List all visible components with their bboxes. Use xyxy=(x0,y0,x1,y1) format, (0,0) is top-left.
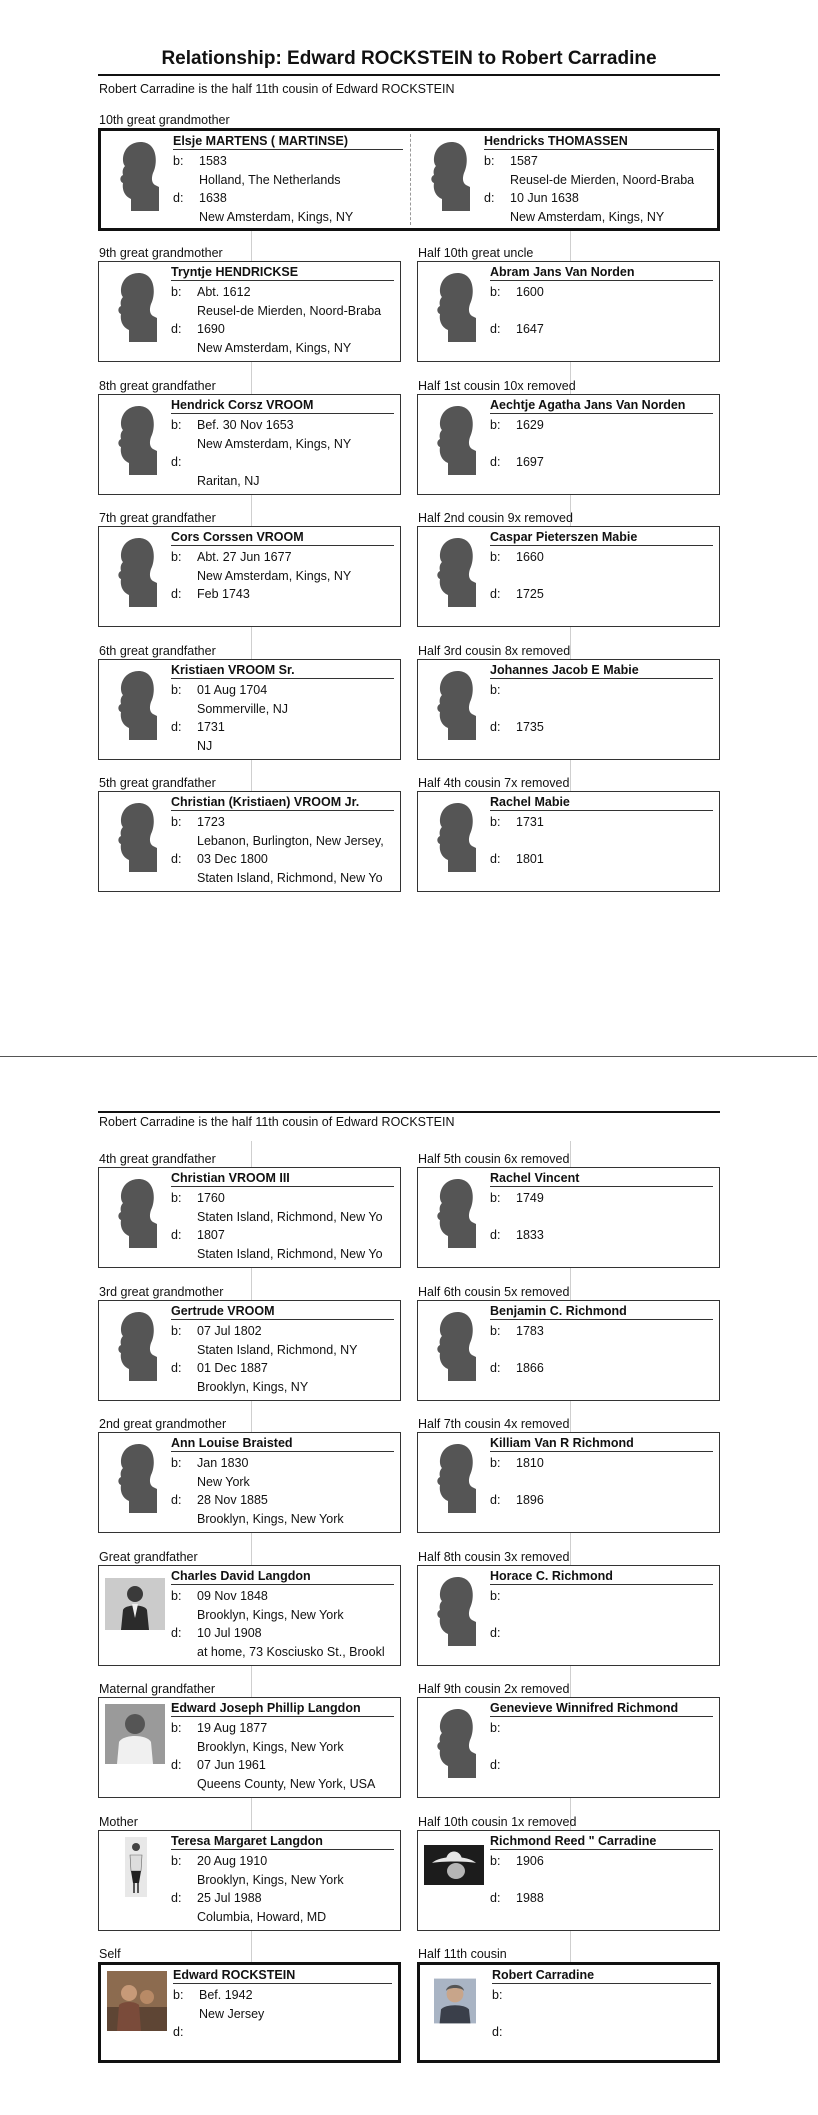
born-date: 1906 xyxy=(516,1853,544,1868)
person-name: Killiam Van R Richmond xyxy=(490,1436,713,1452)
died-place: Raritan, NJ xyxy=(197,473,260,488)
silhouette-icon xyxy=(436,800,476,872)
died-place: NJ xyxy=(197,738,213,753)
born-label: b: xyxy=(171,682,182,697)
born-date: 1660 xyxy=(516,550,544,564)
silhouette-icon xyxy=(117,668,157,740)
person-name: Johannes Jacob E Mabie xyxy=(490,663,713,679)
silhouette-icon xyxy=(436,403,476,475)
died-date: 07 Jun 1961 xyxy=(197,1758,266,1772)
died-date: Feb 1743 xyxy=(197,587,250,601)
person-box[interactable] xyxy=(417,1830,720,1931)
born-label: b: xyxy=(173,1988,184,2002)
person-box[interactable] xyxy=(417,394,720,495)
born-label: b: xyxy=(490,550,501,564)
relationship-label: Half 3rd cousin 8x removed xyxy=(418,643,571,658)
born-place: Lebanon, Burlington, New Jersey, xyxy=(197,834,384,848)
relationship-label: 7th great grandfather xyxy=(99,511,216,525)
person-box-left[interactable] xyxy=(101,131,409,228)
person-box[interactable] xyxy=(98,1167,401,1268)
born-place: New Amsterdam, Kings, NY xyxy=(197,436,352,451)
silhouette-icon xyxy=(436,535,476,607)
chart-title: Relationship: Edward ROCKSTEIN to Robert Carradine xyxy=(161,48,657,69)
born-date: 09 Nov 1848 xyxy=(197,1588,268,1603)
died-date: 1896 xyxy=(516,1493,544,1507)
born-date: 20 Aug 1910 xyxy=(197,1853,268,1868)
person-name: Hendricks THOMASSEN xyxy=(484,134,714,150)
died-date: 03 Dec 1800 xyxy=(197,852,268,866)
born-date: Bef. 30 Nov 1653 xyxy=(197,417,294,432)
died-place: New Amsterdam, Kings, NY xyxy=(199,210,354,224)
person-name: Horace C. Richmond xyxy=(490,1569,713,1585)
relationship-label: Half 5th cousin 6x removed xyxy=(418,1152,570,1166)
person-box[interactable] xyxy=(98,791,401,892)
relationship-label: 8th great grandfather xyxy=(99,378,216,393)
person-box[interactable] xyxy=(417,791,720,892)
died-label: d: xyxy=(490,719,501,734)
person-name: Ann Louise Braisted xyxy=(171,1436,394,1452)
born-date: 1629 xyxy=(516,417,544,432)
died-label: d: xyxy=(173,191,184,205)
person-name: Kristiaen VROOM Sr. xyxy=(171,663,394,679)
died-place: Queens County, New York, USA xyxy=(197,1777,376,1791)
person-box[interactable] xyxy=(417,659,720,760)
born-label: b: xyxy=(490,285,501,299)
born-date: 1587 xyxy=(510,154,538,168)
born-date: 01 Aug 1704 xyxy=(197,682,268,697)
born-label: b: xyxy=(171,1456,182,1470)
silhouette-icon xyxy=(430,139,470,211)
died-label: d: xyxy=(171,852,182,866)
person-name: Elsje MARTENS ( MARTINSE) xyxy=(173,134,403,150)
born-date: 1731 xyxy=(516,815,544,829)
born-label: b: xyxy=(492,1988,503,2002)
person-name: Rachel Mabie xyxy=(490,795,713,811)
born-place: Holland, The Netherlands xyxy=(199,173,341,187)
silhouette-icon xyxy=(436,1574,476,1646)
born-date: 1810 xyxy=(516,1456,544,1470)
relationship-label: Half 10th great uncle xyxy=(418,246,534,260)
died-label: d: xyxy=(173,2025,184,2039)
relationship-summary: Robert Carradine is the half 11th cousin of Edward ROCKSTEIN xyxy=(99,82,455,96)
silhouette-icon xyxy=(436,270,476,342)
relationship-label: Half 4th cousin 7x removed xyxy=(418,776,570,790)
portrait-photo-icon xyxy=(107,1971,167,2031)
born-place: Sommerville, NJ xyxy=(197,701,288,716)
born-date: Abt. 27 Jun 1677 xyxy=(197,550,292,564)
died-place: Staten Island, Richmond, New Yo xyxy=(197,1247,383,1261)
silhouette-icon xyxy=(117,800,157,872)
relationship-summary: Robert Carradine is the half 11th cousin of Edward ROCKSTEIN xyxy=(99,1115,455,1129)
relationship-label: Half 10th cousin 1x removed xyxy=(418,1814,577,1829)
died-date: 1690 xyxy=(197,322,225,336)
relationship-label: 4th great grandfather xyxy=(99,1152,216,1166)
relationship-label: Self xyxy=(99,1947,121,1961)
died-place: Brooklyn, Kings, NY xyxy=(197,1379,309,1394)
died-place: at home, 73 Kosciusko St., Brookl xyxy=(197,1644,385,1659)
person-box[interactable] xyxy=(98,526,401,627)
portrait-photo-icon xyxy=(434,1971,476,2031)
born-label: b: xyxy=(171,1323,182,1338)
born-label: b: xyxy=(490,815,501,829)
portrait-photo-icon xyxy=(424,1845,484,1885)
silhouette-icon xyxy=(436,1706,476,1778)
born-date: 1760 xyxy=(197,1191,225,1205)
born-place: New Amsterdam, Kings, NY xyxy=(197,569,352,583)
born-label: b: xyxy=(171,550,182,564)
relationship-label: Half 8th cousin 3x removed xyxy=(418,1549,570,1564)
born-date: Abt. 1612 xyxy=(197,285,251,299)
relationship-label: Half 7th cousin 4x removed xyxy=(418,1417,570,1431)
died-label: d: xyxy=(490,1360,501,1375)
died-label: d: xyxy=(490,322,501,336)
born-date: Bef. 1942 xyxy=(199,1988,253,2002)
died-date: 1731 xyxy=(197,719,225,734)
relationship-label: Great grandfather xyxy=(99,1549,198,1564)
died-label: d: xyxy=(171,587,182,601)
person-box[interactable] xyxy=(417,526,720,627)
person-box[interactable] xyxy=(417,1962,720,2063)
person-name: Robert Carradine xyxy=(492,1968,711,1984)
person-name: Charles David Langdon xyxy=(171,1569,394,1585)
person-name: Caspar Pieterszen Mabie xyxy=(490,530,713,546)
portrait-photo-icon xyxy=(105,1578,165,1630)
born-place: New York xyxy=(197,1475,250,1489)
born-place: Brooklyn, Kings, New York xyxy=(197,1607,344,1622)
died-label: d: xyxy=(490,1493,501,1507)
person-box[interactable] xyxy=(98,261,401,362)
relationship-label: Half 1st cousin 10x removed xyxy=(418,378,576,393)
portrait-photo-icon xyxy=(105,1837,165,1897)
person-name: Cors Corssen VROOM xyxy=(171,530,394,546)
person-name: Edward Joseph Phillip Langdon xyxy=(171,1701,394,1717)
died-date: 1735 xyxy=(516,719,544,734)
died-label: d: xyxy=(171,719,182,734)
person-box[interactable] xyxy=(98,394,401,495)
silhouette-icon xyxy=(436,1441,476,1513)
silhouette-icon xyxy=(117,1176,157,1248)
died-date: 1807 xyxy=(197,1228,225,1242)
person-box[interactable] xyxy=(98,1300,401,1401)
died-date: 10 Jun 1638 xyxy=(510,191,579,205)
died-label: d: xyxy=(490,587,501,601)
born-date: 1783 xyxy=(516,1323,544,1338)
silhouette-icon xyxy=(119,139,159,211)
person-box[interactable] xyxy=(98,1432,401,1533)
silhouette-icon xyxy=(436,1309,476,1381)
person-box[interactable] xyxy=(98,659,401,760)
born-label: b: xyxy=(490,417,501,432)
died-label: d: xyxy=(490,1758,501,1772)
relationship-label: Half 11th cousin xyxy=(418,1947,507,1961)
person-box[interactable] xyxy=(98,1962,401,2063)
born-label: b: xyxy=(171,285,182,299)
born-label: b: xyxy=(484,154,495,168)
header-rule xyxy=(98,1111,720,1113)
silhouette-icon xyxy=(436,668,476,740)
relationship-label: Half 2nd cousin 9x removed xyxy=(418,511,573,525)
born-place: Staten Island, Richmond, NY xyxy=(197,1342,358,1357)
died-date: 1833 xyxy=(516,1228,544,1242)
relationship-label: 3rd great grandmother xyxy=(99,1284,224,1299)
died-date: 25 Jul 1988 xyxy=(197,1890,262,1905)
silhouette-icon xyxy=(436,1176,476,1248)
person-box[interactable] xyxy=(98,1565,401,1666)
silhouette-icon xyxy=(117,1309,157,1381)
born-label: b: xyxy=(490,1588,501,1603)
died-place: New Amsterdam, Kings, NY xyxy=(510,210,665,224)
died-label: d: xyxy=(492,2025,503,2039)
born-date: Jan 1830 xyxy=(197,1456,249,1470)
person-box[interactable] xyxy=(417,1167,720,1268)
born-label: b: xyxy=(171,417,182,432)
died-date: 1725 xyxy=(516,587,544,601)
died-date: 1638 xyxy=(199,191,227,205)
born-label: b: xyxy=(490,1323,501,1338)
person-box[interactable] xyxy=(417,1300,720,1401)
died-label: d: xyxy=(490,1625,501,1640)
born-place: New Jersey xyxy=(199,2007,265,2021)
person-box[interactable] xyxy=(98,1697,401,1798)
died-date: 1988 xyxy=(516,1890,544,1905)
born-place: Staten Island, Richmond, New Yo xyxy=(197,1210,383,1224)
person-name: Teresa Margaret Langdon xyxy=(171,1834,394,1850)
born-label: b: xyxy=(171,1853,182,1868)
died-place: Columbia, Howard, MD xyxy=(197,1909,327,1924)
born-label: b: xyxy=(490,1191,501,1205)
person-box[interactable] xyxy=(417,1697,720,1798)
couple-label: 10th great grandmother xyxy=(99,113,230,127)
born-place: Brooklyn, Kings, New York xyxy=(197,1872,344,1887)
born-date: 1600 xyxy=(516,285,544,299)
died-label: d: xyxy=(171,322,182,336)
silhouette-icon xyxy=(117,535,157,607)
died-date: 01 Dec 1887 xyxy=(197,1360,268,1375)
person-name: Tryntje HENDRICKSE xyxy=(171,265,394,281)
died-label: d: xyxy=(490,1890,501,1905)
died-label: d: xyxy=(171,1493,182,1507)
died-label: d: xyxy=(490,1228,501,1242)
born-label: b: xyxy=(490,1853,501,1868)
page-1 xyxy=(0,0,817,1056)
died-label: d: xyxy=(171,454,182,469)
title-rule xyxy=(98,74,720,76)
portrait-photo-icon xyxy=(105,1704,165,1764)
died-label: d: xyxy=(171,1890,182,1905)
died-date: 1866 xyxy=(516,1360,544,1375)
relationship-label: Mother xyxy=(99,1814,138,1829)
born-date: 1583 xyxy=(199,154,227,168)
died-date: 10 Jul 1908 xyxy=(197,1625,262,1640)
died-label: d: xyxy=(171,1758,182,1772)
person-name: Christian (Kristiaen) VROOM Jr. xyxy=(171,795,394,811)
person-name: Hendrick Corsz VROOM xyxy=(171,398,394,414)
relationship-label: Half 9th cousin 2x removed xyxy=(418,1682,570,1696)
born-date: 07 Jul 1802 xyxy=(197,1323,262,1338)
died-label: d: xyxy=(171,1625,182,1640)
person-name: Abram Jans Van Norden xyxy=(490,265,713,281)
person-box[interactable] xyxy=(98,1830,401,1931)
relationship-label: 5th great grandfather xyxy=(99,776,216,790)
person-box-right[interactable] xyxy=(412,131,720,228)
born-place: Brooklyn, Kings, New York xyxy=(197,1740,344,1754)
person-name: Aechtje Agatha Jans Van Norden xyxy=(490,398,713,414)
died-date: 1801 xyxy=(516,852,544,866)
born-date: 1723 xyxy=(197,815,225,829)
born-place: Reusel-de Mierden, Noord-Braba xyxy=(197,304,382,318)
died-label: d: xyxy=(171,1360,182,1375)
born-date: 1749 xyxy=(516,1191,544,1205)
silhouette-icon xyxy=(117,270,157,342)
born-label: b: xyxy=(490,1721,501,1735)
couple-divider xyxy=(410,134,411,225)
died-label: d: xyxy=(490,454,501,469)
person-box[interactable] xyxy=(417,1432,720,1533)
couple-box[interactable] xyxy=(98,128,720,231)
born-label: b: xyxy=(171,1721,182,1735)
born-label: b: xyxy=(171,1588,182,1603)
person-box[interactable] xyxy=(417,261,720,362)
died-label: d: xyxy=(171,1228,182,1242)
silhouette-icon xyxy=(117,1441,157,1513)
person-name: Gertrude VROOM xyxy=(171,1304,394,1320)
born-date: 19 Aug 1877 xyxy=(197,1721,268,1735)
relationship-label: Maternal grandfather xyxy=(99,1682,216,1696)
person-name: Genevieve Winnifred Richmond xyxy=(490,1701,713,1717)
born-label: b: xyxy=(171,1191,182,1205)
died-place: Staten Island, Richmond, New Yo xyxy=(197,871,383,885)
person-box[interactable] xyxy=(417,1565,720,1666)
died-label: d: xyxy=(490,852,501,866)
born-label: b: xyxy=(171,815,182,829)
born-label: b: xyxy=(490,682,501,697)
person-name: Rachel Vincent xyxy=(490,1171,713,1187)
died-place: New Amsterdam, Kings, NY xyxy=(197,341,352,355)
relationship-label: 9th great grandmother xyxy=(99,246,223,260)
person-name: Benjamin C. Richmond xyxy=(490,1304,713,1320)
born-place: Reusel-de Mierden, Noord-Braba xyxy=(510,173,695,187)
page-2 xyxy=(0,1056,817,2115)
died-label: d: xyxy=(484,191,495,205)
relationship-label: 6th great grandfather xyxy=(99,643,216,658)
born-label: b: xyxy=(173,154,184,168)
died-date: 1647 xyxy=(516,322,544,336)
relationship-label: Half 6th cousin 5x removed xyxy=(418,1284,570,1299)
person-name: Richmond Reed " Carradine xyxy=(490,1834,713,1850)
person-name: Edward ROCKSTEIN xyxy=(173,1968,392,1984)
died-place: Brooklyn, Kings, New York xyxy=(197,1512,344,1526)
died-date: 28 Nov 1885 xyxy=(197,1493,268,1507)
relationship-label: 2nd great grandmother xyxy=(99,1417,227,1431)
person-name: Christian VROOM III xyxy=(171,1171,394,1187)
silhouette-icon xyxy=(117,403,157,475)
born-label: b: xyxy=(490,1456,501,1470)
died-date: 1697 xyxy=(516,454,544,469)
